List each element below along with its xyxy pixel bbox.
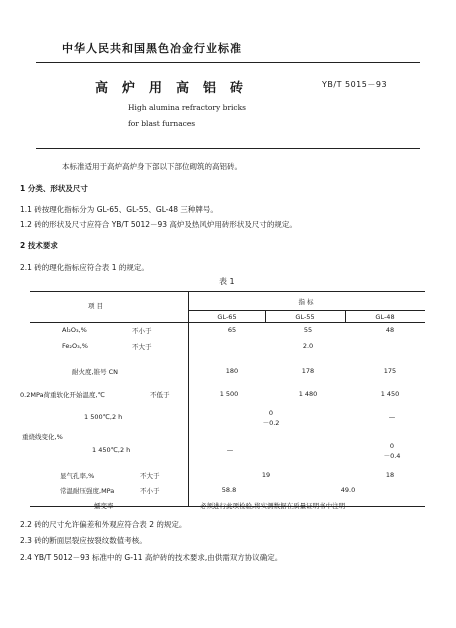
pcl-1450-value-b: －0.4 xyxy=(383,452,401,460)
pcl-1500-value-a: 0 xyxy=(268,409,274,417)
porosity-condition: 不大于 xyxy=(140,472,160,480)
table-rule xyxy=(188,310,425,311)
refractoriness-gl48: 175 xyxy=(383,367,397,375)
pcl-1450-value-a: 0 xyxy=(389,442,395,450)
porosity-value-2: 18 xyxy=(385,471,395,479)
table-rule xyxy=(30,322,425,323)
refractoriness-gl55: 178 xyxy=(301,367,315,375)
grade-gl48: GL-48 xyxy=(375,313,395,321)
refractoriness-label: 耐火度,锥号 CN xyxy=(72,368,119,376)
section-1-heading: 1 分类、形状及尺寸 xyxy=(20,184,88,193)
table-caption: 表 1 xyxy=(219,277,235,286)
al2o3-gl55: 55 xyxy=(303,326,313,334)
table-header-item: 项 目 xyxy=(88,302,104,310)
section-2-heading: 2 技术要求 xyxy=(20,241,58,250)
table-rule xyxy=(30,291,425,292)
clause-2-2: 2.2 砖的尺寸允许偏差和外观应符合表 2 的规定。 xyxy=(20,520,187,529)
ccs-value-2: 49.0 xyxy=(340,486,356,494)
grade-gl55: GL-55 xyxy=(295,313,315,321)
english-title-line-2: for blast furnaces xyxy=(128,119,196,128)
fe2o3-condition: 不大于 xyxy=(132,343,152,351)
creep-note: 必须进行此项检验,将实测数据在质量证明书中注明 xyxy=(200,502,346,510)
al2o3-condition: 不小于 xyxy=(132,327,152,335)
table-rule xyxy=(345,310,346,322)
rul-gl65: 1 500 xyxy=(219,390,239,398)
fe2o3-label: Fe₂O₃,% xyxy=(62,342,88,350)
title-rule xyxy=(36,148,420,149)
ccs-condition: 不小于 xyxy=(140,487,160,495)
pcl-label: 重烧线变化,% xyxy=(22,433,63,441)
clause-2-3: 2.3 砖的断面层裂应按裂纹数值考核。 xyxy=(20,536,147,545)
standard-category-header: 中华人民共和国黑色冶金行业标准 xyxy=(62,42,242,55)
scope-paragraph: 本标准适用于高炉高炉身下部以下部位砌筑的高铝砖。 xyxy=(62,162,242,171)
al2o3-label: Al₂O₃,% xyxy=(62,326,87,334)
rul-gl48: 1 450 xyxy=(380,390,400,398)
standard-number: YB/T 5015－93 xyxy=(322,80,388,89)
english-title-line-1: High alumina refractory bricks xyxy=(128,103,247,112)
creep-label: 蠕变率 xyxy=(94,502,114,510)
rul-condition: 不低于 xyxy=(150,391,170,399)
clause-1-1: 1.1 砖按理化指标分为 GL-65、GL-55、GL-48 三种牌号。 xyxy=(20,205,218,214)
table-rule xyxy=(188,291,189,506)
refractoriness-gl65: 180 xyxy=(225,367,239,375)
porosity-value-1: 19 xyxy=(261,471,271,479)
grade-gl65: GL-65 xyxy=(217,313,237,321)
rul-label: 0.2MPa荷重软化开始温度,℃ xyxy=(20,391,105,399)
clause-1-2: 1.2 砖的形状及尺寸应符合 YB/T 5012－93 高炉及热风炉用砖形状及尺寸的规定。 xyxy=(20,220,297,229)
ccs-value-1: 58.8 xyxy=(221,486,237,494)
pcl-1450-gl65-dash: — xyxy=(226,446,234,454)
al2o3-gl48: 48 xyxy=(385,326,395,334)
porosity-label: 显气孔率,% xyxy=(60,472,95,480)
pcl-1450-label: 1 450℃,2 h xyxy=(92,446,131,454)
table-rule xyxy=(265,310,266,322)
al2o3-gl65: 65 xyxy=(227,326,237,334)
pcl-1500-gl48-dash: — xyxy=(388,413,396,421)
document-title: 高炉用高铝砖 xyxy=(95,81,258,96)
table-header-grade: 指 标 xyxy=(298,298,314,306)
rul-gl55: 1 480 xyxy=(298,390,318,398)
header-rule xyxy=(36,62,420,63)
pcl-1500-label: 1 500℃,2 h xyxy=(84,413,123,421)
ccs-label: 常温耐压强度,MPa xyxy=(60,487,115,495)
clause-2-4: 2.4 YB/T 5012－93 标准中的 G-11 高炉砖的技术要求,由供需双方协议确定。 xyxy=(20,553,283,562)
fe2o3-value: 2.0 xyxy=(302,342,314,350)
pcl-1500-value-b: －0.2 xyxy=(262,419,280,427)
clause-2-1: 2.1 砖的理化指标应符合表 1 的规定。 xyxy=(20,263,149,272)
